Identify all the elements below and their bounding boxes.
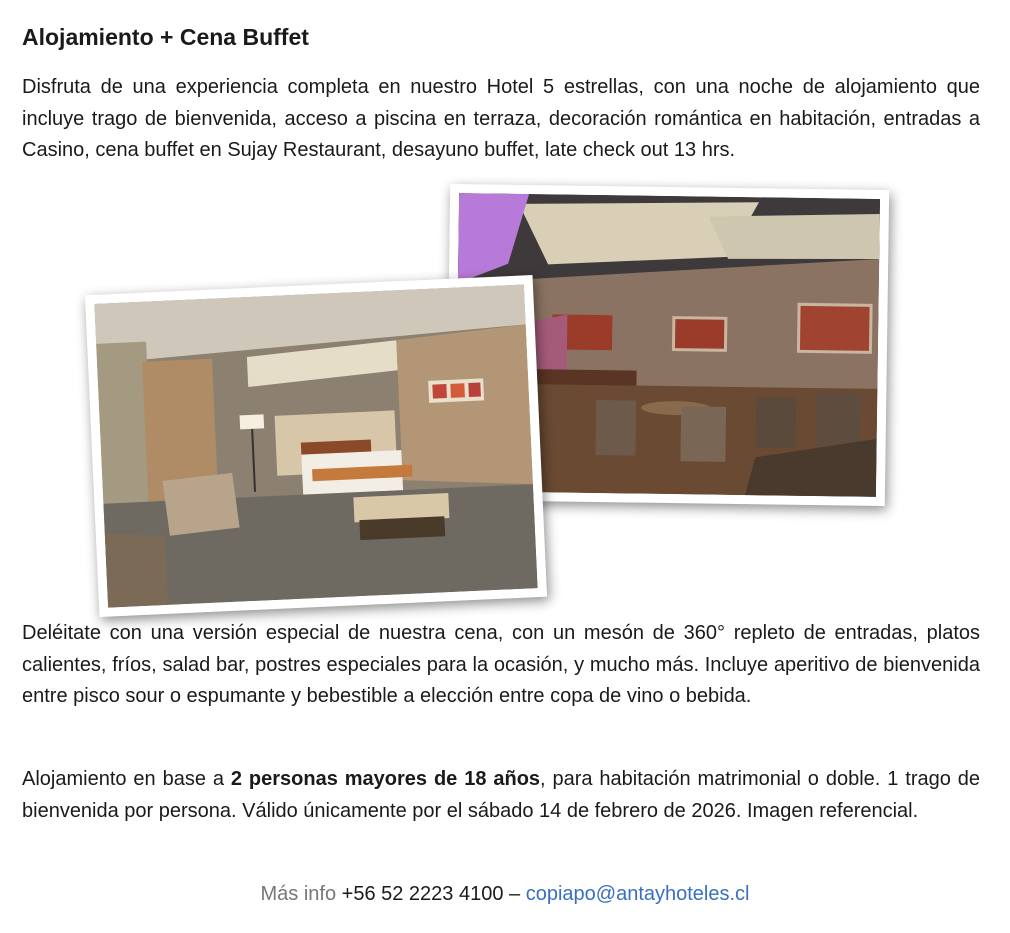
phone-number: +56 52 2223 4100 – bbox=[341, 883, 521, 905]
intro-paragraph: Disfruta de una experiencia completa en nuestro Hotel 5 estrellas, con una noche de alojamiento que incluye trago de bienvenida, acceso a piscina en terraza, decoración romántica en habitación, entradas a Casino, cena buffet en Sujay Restaurant, desayuno buffet, late check out 13 hrs. bbox=[22, 76, 980, 161]
conditions-paragraph bbox=[22, 764, 980, 827]
page-title: Alojamiento + Cena Buffet bbox=[22, 24, 309, 50]
more-info-label: Más info bbox=[260, 883, 337, 905]
dinner-paragraph: Deléitate con una versión especial de nuestra cena, con un mesón de 360° repleto de entradas, platos calientes, fríos, salad bar, postres especiales para la ocasión, y mucho más. Incluye aperitivo de bienvenida entre pisco sour o espumante y bebestible a elección entre copa de vino o bebida. bbox=[22, 622, 980, 707]
hotel-room-photo bbox=[85, 275, 547, 617]
hotel-room-illustration bbox=[94, 284, 537, 607]
conditions-text-after: , para habitación matrimonial o doble. 1 trago de bienvenida por persona. Válido únicamente por el sábado 14 de febrero de 2026. Imagen referencial. bbox=[22, 768, 981, 822]
conditions-text-before: Alojamiento en base a bbox=[22, 768, 231, 790]
email-link[interactable]: copiapo@antayhoteles.cl bbox=[525, 883, 750, 905]
conditions-highlight: 2 personas mayores de 18 años bbox=[230, 768, 541, 790]
contact-footer bbox=[0, 879, 1010, 909]
